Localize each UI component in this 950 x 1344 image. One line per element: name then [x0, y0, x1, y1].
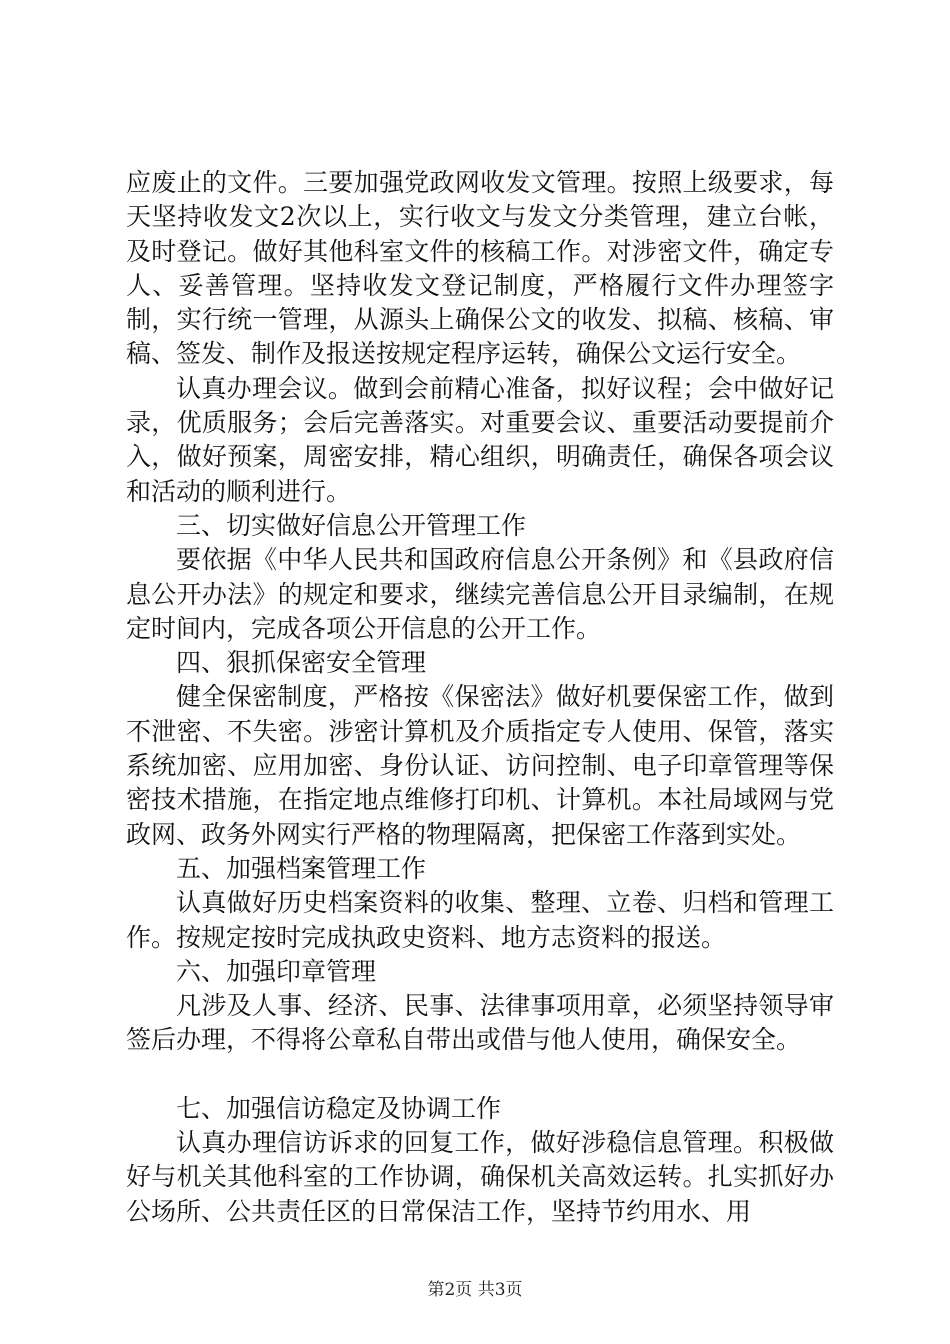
page-number: 第2页 共3页	[427, 1280, 523, 1300]
paragraph-confidentiality: 健全保密制度，严格按《保密法》做好机要保密工作，做到不泄密、不失密。涉密计算机及介质指定专人使用、保管，落实系统加密、应用加密、身份认证、访问控制、电子印章管理等保密技术措施，在指定地点维修打印机、计算机。本社局域网与党政网、政务外网实行严格的物理隔离，把保密工作落到实处。	[126, 682, 834, 849]
section-heading-7: 七、加强信访稳定及协调工作	[176, 1093, 502, 1123]
paragraph-info-disclosure: 要依据《中华人民共和国政府信息公开条例》和《县政府信息公开办法》的规定和要求，继续完善信息公开目录编制，在规定时间内，完成各项公开信息的公开工作。	[126, 545, 834, 643]
paragraph-seal-management: 凡涉及人事、经济、民事、法律事项用章，必须坚持领导审签后办理，不得将公章私自带出或借与他人使用，确保安全。	[126, 991, 834, 1055]
paragraph-archives: 认真做好历史档案资料的收集、整理、立卷、归档和管理工作。按规定按时完成执政史资料、地方志资料的报送。	[126, 888, 834, 952]
section-heading-4: 四、狠抓保密安全管理	[176, 648, 427, 678]
blank-line	[126, 1058, 834, 1092]
paragraph-meeting-handling: 认真办理会议。做到会前精心准备，拟好议程；会中做好记录，优质服务；会后完善落实。对重要会议、重要活动要提前介入，做好预案，周密安排，精心组织，明确责任，确保各项会议和活动的顺利进行。	[126, 373, 834, 506]
section-heading-3: 三、切实做好信息公开管理工作	[176, 510, 527, 540]
section-heading-5: 五、加强档案管理工作	[176, 853, 427, 883]
paragraph-petitions: 认真办理信访诉求的回复工作，做好涉稳信息管理。积极做好与机关其他科室的工作协调，确保机关高效运转。扎实抓好办公场所、公共责任区的日常保洁工作，坚持节约用水、用	[126, 1128, 834, 1226]
document-body	[126, 166, 834, 1229]
section-heading-6: 六、加强印章管理	[176, 956, 377, 986]
paragraph-document-management: 应废止的文件。三要加强党政网收发文管理。按照上级要求，每天坚持收发文2次以上，实行收文与发文分类管理，建立台帐，及时登记。做好其他科室文件的核稿工作。对涉密文件，确定专人、妥善管理。坚持收发文登记制度，严格履行文件办理签字制，实行统一管理，从源头上确保公文的收发、拟稿、核稿、审稿、签发、制作及报送按规定程序运转，确保公文运行安全。	[126, 168, 834, 369]
